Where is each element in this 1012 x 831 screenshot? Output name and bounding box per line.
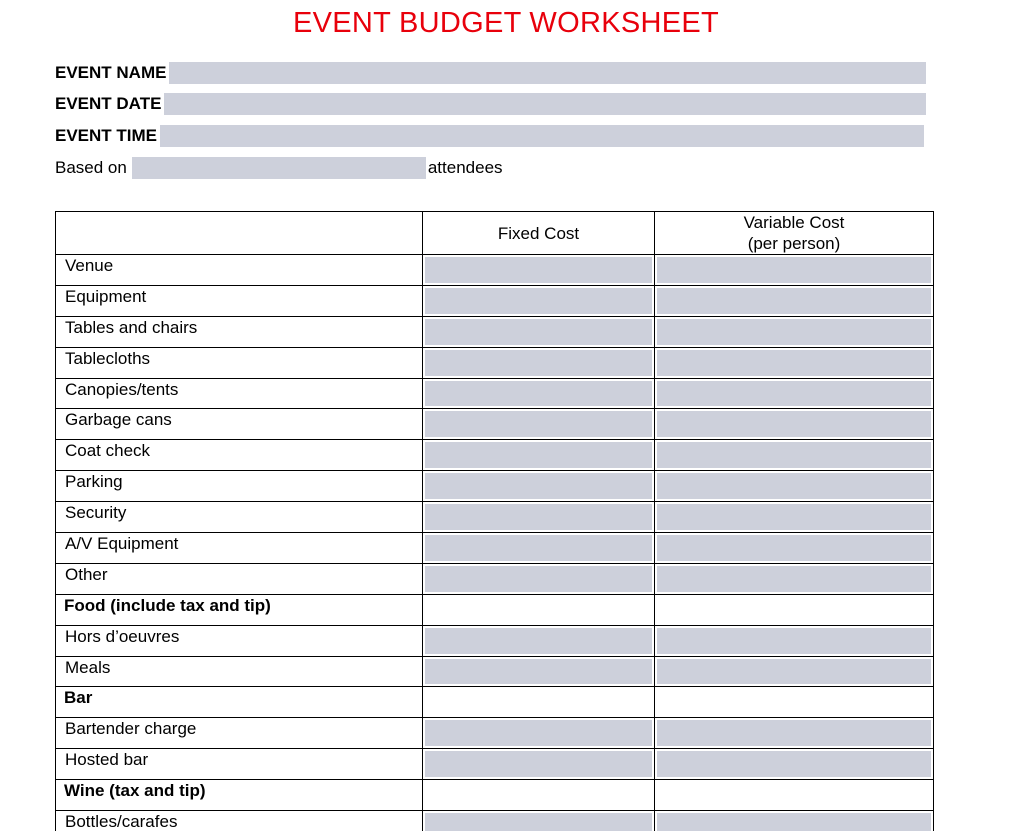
event-name-row	[55, 61, 926, 85]
variable-cost-header	[655, 212, 934, 255]
item-label: Parking	[56, 471, 423, 502]
table-row	[56, 471, 934, 502]
section-row	[56, 687, 934, 718]
fixed-cost-field	[423, 687, 655, 718]
item-label: Other	[56, 563, 423, 594]
event-time-row	[55, 124, 924, 148]
table-row	[56, 502, 934, 533]
budget-table-body	[56, 255, 934, 831]
event-name-field[interactable]	[169, 62, 926, 84]
table-row	[56, 378, 934, 409]
fixed-cost-field[interactable]	[423, 378, 655, 409]
event-date-row	[55, 92, 926, 116]
variable-cost-field[interactable]	[655, 656, 934, 687]
table-row	[56, 811, 934, 831]
fixed-cost-field[interactable]	[423, 316, 655, 347]
fixed-cost-header-label: Fixed Cost	[497, 223, 580, 243]
fixed-cost-field[interactable]	[423, 471, 655, 502]
budget-table	[55, 211, 934, 831]
table-row	[56, 656, 934, 687]
fixed-cost-header	[423, 212, 655, 255]
variable-cost-field[interactable]	[655, 440, 934, 471]
variable-cost-field[interactable]	[655, 502, 934, 533]
variable-cost-field	[655, 594, 934, 625]
item-label: Equipment	[56, 285, 423, 316]
fixed-cost-field[interactable]	[423, 440, 655, 471]
table-row	[56, 718, 934, 749]
item-label: Tablecloths	[56, 347, 423, 378]
attendees-row	[55, 156, 503, 180]
item-label: Canopies/tents	[56, 378, 423, 409]
fixed-cost-field[interactable]	[423, 811, 655, 831]
variable-cost-field[interactable]	[655, 255, 934, 286]
table-row	[56, 625, 934, 656]
fixed-cost-field	[423, 780, 655, 811]
variable-cost-field	[655, 780, 934, 811]
item-header	[56, 212, 423, 255]
fixed-cost-field[interactable]	[423, 563, 655, 594]
event-time-label: EVENT TIME	[55, 126, 158, 145]
section-row	[56, 594, 934, 625]
fixed-cost-field[interactable]	[423, 718, 655, 749]
section-row	[56, 780, 934, 811]
fixed-cost-field[interactable]	[423, 347, 655, 378]
variable-cost-field[interactable]	[655, 533, 934, 564]
event-time-field[interactable]	[160, 125, 924, 147]
variable-cost-field[interactable]	[655, 285, 934, 316]
event-name-label: EVENT NAME	[55, 63, 167, 82]
table-row	[56, 347, 934, 378]
fixed-cost-field	[423, 594, 655, 625]
variable-cost-field[interactable]	[655, 811, 934, 831]
item-label: Hosted bar	[56, 749, 423, 780]
section-label: Wine (tax and tip)	[56, 780, 423, 811]
table-header-row	[56, 212, 934, 255]
variable-cost-field[interactable]	[655, 625, 934, 656]
fixed-cost-field[interactable]	[423, 409, 655, 440]
based-on-label: Based on	[55, 158, 127, 177]
fixed-cost-field[interactable]	[423, 502, 655, 533]
fixed-cost-field[interactable]	[423, 533, 655, 564]
variable-cost-field[interactable]	[655, 409, 934, 440]
variable-cost-field[interactable]	[655, 378, 934, 409]
table-row	[56, 285, 934, 316]
item-label: Bartender charge	[56, 718, 423, 749]
item-label: A/V Equipment	[56, 533, 423, 564]
fixed-cost-field[interactable]	[423, 285, 655, 316]
table-row	[56, 749, 934, 780]
item-label: Coat check	[56, 440, 423, 471]
item-label: Hors d’oeuvres	[56, 625, 423, 656]
item-label: Venue	[56, 255, 423, 286]
fixed-cost-field[interactable]	[423, 255, 655, 286]
item-label: Tables and chairs	[56, 316, 423, 347]
item-label: Bottles/carafes	[56, 811, 423, 831]
variable-cost-header-line1: Variable Cost	[743, 213, 845, 232]
variable-cost-field[interactable]	[655, 749, 934, 780]
section-label: Food (include tax and tip)	[56, 594, 423, 625]
table-row	[56, 409, 934, 440]
event-date-label: EVENT DATE	[55, 94, 162, 113]
table-row	[56, 255, 934, 286]
variable-cost-field[interactable]	[655, 718, 934, 749]
page-title: EVENT BUDGET WORKSHEET	[292, 7, 720, 39]
attendees-field[interactable]	[132, 157, 426, 179]
table-row	[56, 563, 934, 594]
item-label: Meals	[56, 656, 423, 687]
event-date-field[interactable]	[164, 93, 926, 115]
attendees-suffix: attendees	[427, 158, 503, 177]
variable-cost-field	[655, 687, 934, 718]
table-row	[56, 440, 934, 471]
variable-cost-field[interactable]	[655, 316, 934, 347]
table-row	[56, 316, 934, 347]
variable-cost-header-line2: (per person)	[747, 234, 841, 253]
section-label: Bar	[56, 687, 423, 718]
fixed-cost-field[interactable]	[423, 656, 655, 687]
fixed-cost-field[interactable]	[423, 625, 655, 656]
item-label: Garbage cans	[56, 409, 423, 440]
variable-cost-field[interactable]	[655, 563, 934, 594]
item-label: Security	[56, 502, 423, 533]
fixed-cost-field[interactable]	[423, 749, 655, 780]
variable-cost-field[interactable]	[655, 471, 934, 502]
table-row	[56, 533, 934, 564]
variable-cost-field[interactable]	[655, 347, 934, 378]
